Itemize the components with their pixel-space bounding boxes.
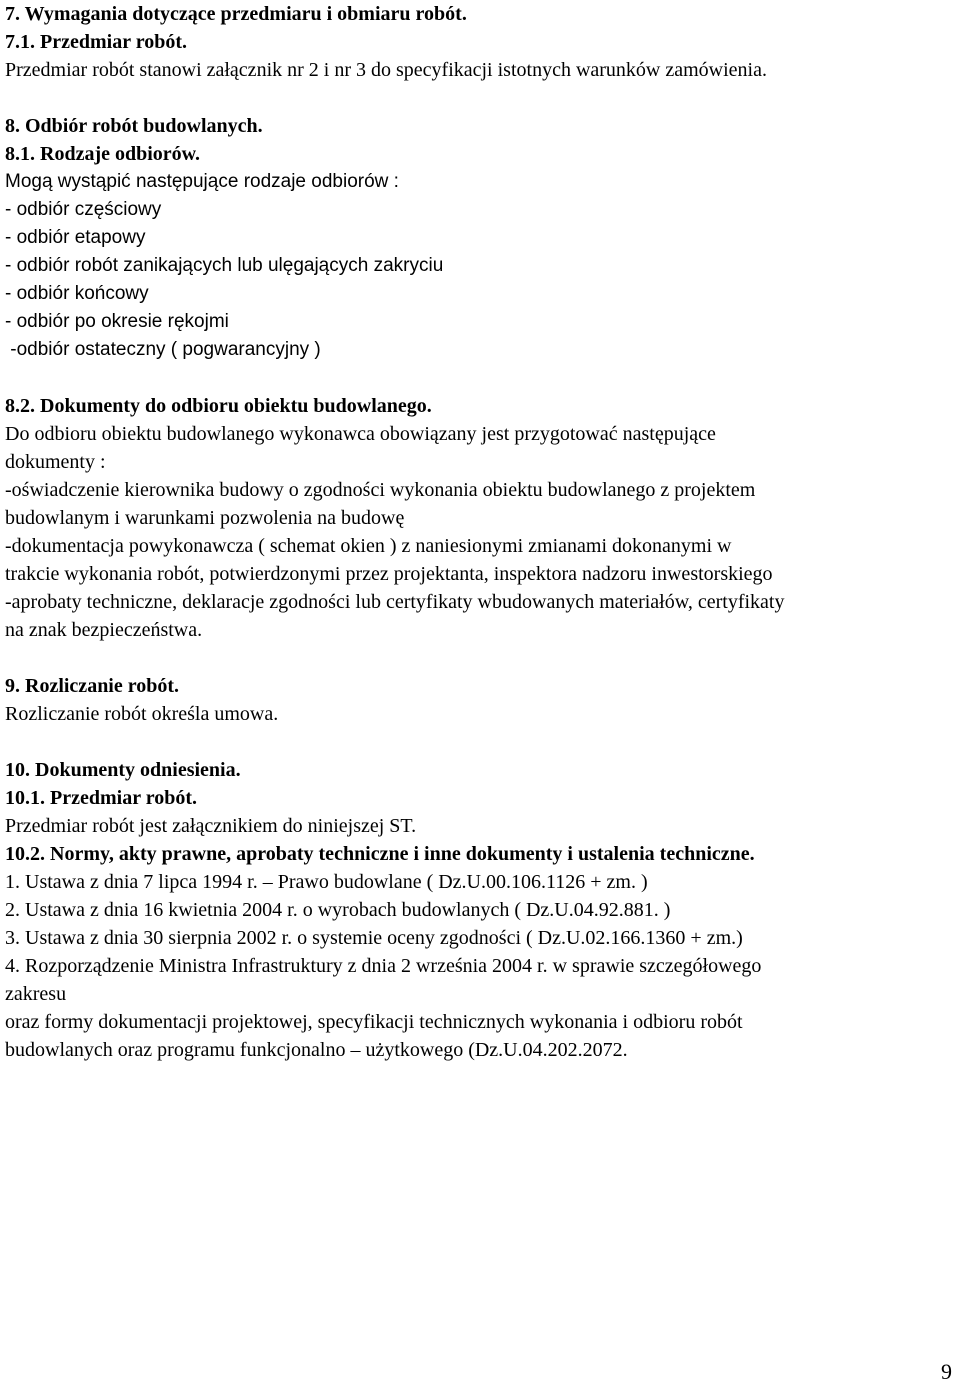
section-9-heading: 9. Rozliczanie robót.	[5, 675, 180, 697]
list-item: - odbiór etapowy	[5, 227, 146, 248]
section-8-1-heading: 8.1. Rodzaje odbiorów.	[5, 143, 200, 165]
section-10-1-text: Przedmiar robót jest załącznikiem do niniejszej ST.	[5, 815, 417, 837]
reference-line: 1. Ustawa z dnia 7 lipca 1994 r. – Prawo budowlane ( Dz.U.00.106.1126 + zm. )	[5, 871, 648, 893]
paragraph-line: -oświadczenie kierownika budowy o zgodności wykonania obiektu budowlanego z projektem	[5, 479, 756, 501]
list-item: - odbiór po okresie rękojmi	[5, 311, 229, 332]
list-item: -odbiór ostateczny ( pogwarancyjny )	[5, 339, 321, 360]
reference-line: 3. Ustawa z dnia 30 sierpnia 2002 r. o systemie oceny zgodności ( Dz.U.02.166.1360 + zm.)	[5, 927, 743, 949]
paragraph-line: na znak bezpieczeństwa.	[5, 619, 203, 641]
page-number: 9	[941, 1359, 952, 1384]
section-7-1-text: Przedmiar robót stanowi załącznik nr 2 i nr 3 do specyfikacji istotnych warunków zamówienia.	[5, 59, 767, 81]
section-9-text: Rozliczanie robót określa umowa.	[5, 703, 279, 725]
paragraph-line: -dokumentacja powykonawcza ( schemat okien ) z naniesionymi zmianami dokonanymi w	[5, 535, 732, 557]
reference-line: oraz formy dokumentacji projektowej, specyfikacji technicznych wykonania i odbioru robót	[5, 1011, 743, 1033]
list-item: - odbiór końcowy	[5, 283, 149, 304]
section-8-2-heading: 8.2. Dokumenty do odbioru obiektu budowlanego.	[5, 395, 432, 417]
reference-line: 4. Rozporządzenie Ministra Infrastruktury z dnia 2 września 2004 r. w sprawie szczegółowego	[5, 955, 762, 977]
section-8-heading: 8. Odbiór robót budowlanych.	[5, 115, 263, 137]
paragraph-line: trakcie wykonania robót, potwierdzonymi przez projektanta, inspektora nadzoru inwestorskiego	[5, 563, 773, 585]
section-10-heading: 10. Dokumenty odniesienia.	[5, 759, 241, 781]
paragraph-line: Do odbioru obiektu budowlanego wykonawca obowiązany jest przygotować następujące	[5, 423, 716, 445]
section-7-heading: 7. Wymagania dotyczące przedmiaru i obmiaru robót.	[5, 3, 467, 25]
reference-line: zakresu	[5, 983, 67, 1005]
section-7-1-heading: 7.1. Przedmiar robót.	[5, 31, 188, 53]
paragraph-line: budowlanym i warunkami pozwolenia na budowę	[5, 507, 405, 529]
list-item: - odbiór częściowy	[5, 199, 162, 220]
reference-line: 2. Ustawa z dnia 16 kwietnia 2004 r. o wyrobach budowlanych ( Dz.U.04.92.881. )	[5, 899, 671, 921]
reference-line: budowlanych oraz programu funkcjonalno – użytkowego (Dz.U.04.202.2072.	[5, 1039, 628, 1061]
paragraph-line: dokumenty :	[5, 451, 106, 473]
section-10-1-heading: 10.1. Przedmiar robót.	[5, 787, 198, 809]
section-8-1-intro: Mogą wystąpić następujące rodzaje odbiorów :	[5, 171, 399, 192]
paragraph-line: -aprobaty techniczne, deklaracje zgodności lub certyfikaty wbudowanych materiałów, certyfikaty	[5, 591, 785, 613]
section-10-2-heading: 10.2. Normy, akty prawne, aprobaty techniczne i inne dokumenty i ustalenia techniczne.	[5, 843, 755, 865]
list-item: - odbiór robót zanikających lub ulęgających zakryciu	[5, 255, 444, 276]
